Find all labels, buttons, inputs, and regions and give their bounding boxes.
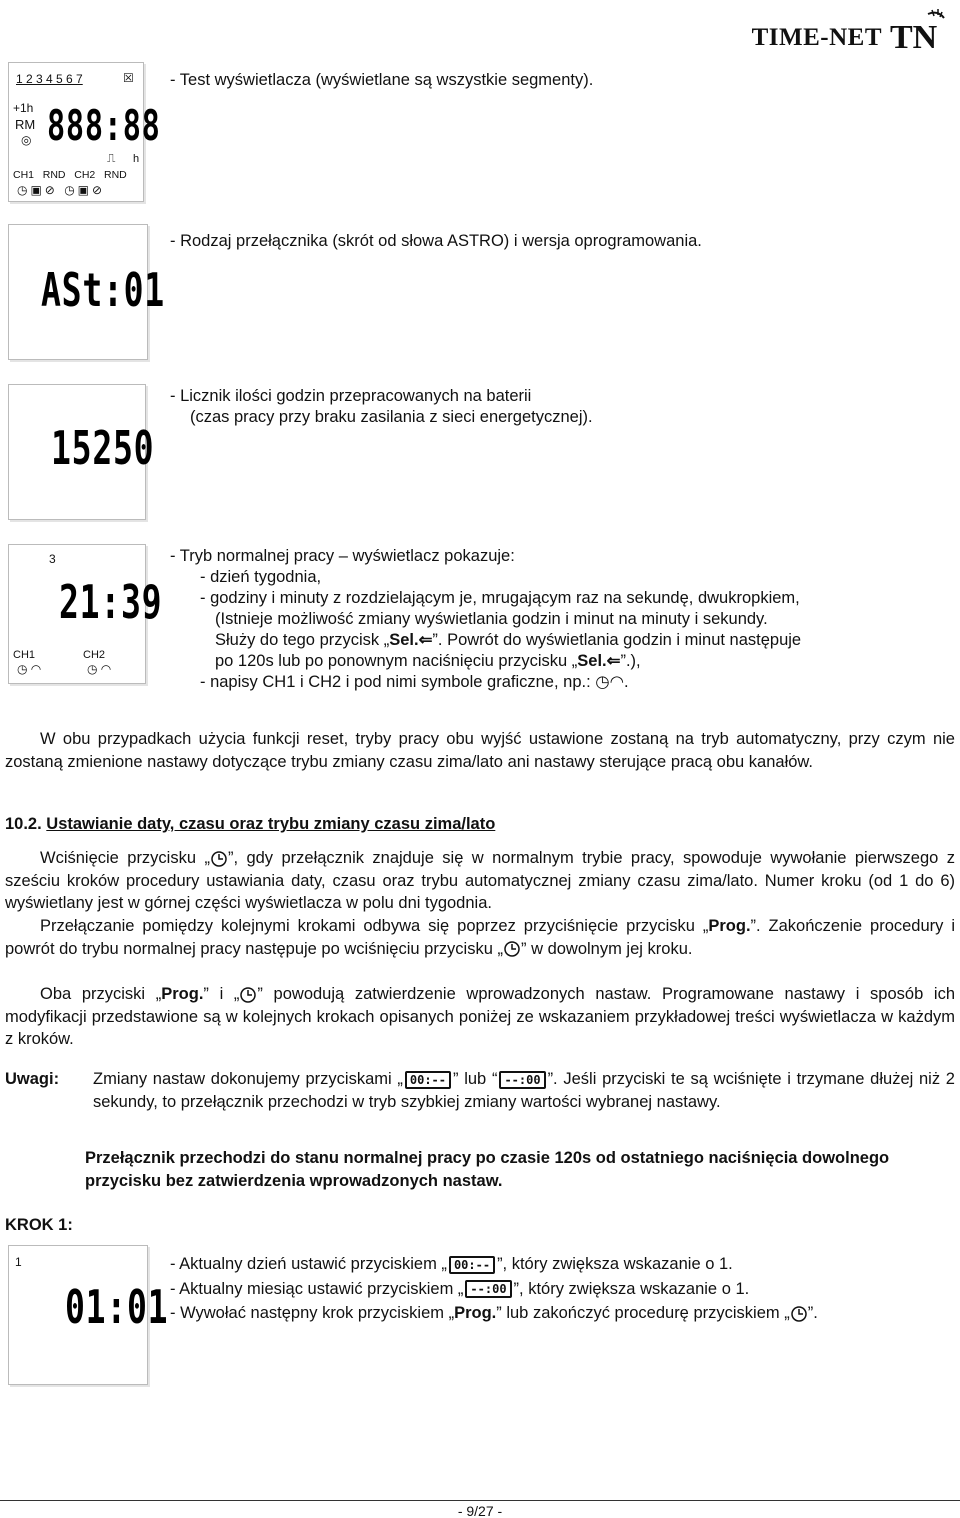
lcd-day: 3 <box>49 552 56 566</box>
step1-instructions: - Aktualny dzień ustawić przyciskiem „ 00:-- ”, który zwiększa wskazanie o 1. - Aktualny miesiąc ustawić przyciskiem „ --:00 ”, który zwiększa wskazanie o 1. - Wywołać następny krok przyciskiem „Prog.” lub zakończyć procedurę przyciskiem „ ”. <box>170 1255 818 1322</box>
step-label: KROK 1: <box>5 1216 73 1234</box>
arrow-left-icon: ⇐ <box>418 631 433 649</box>
section-heading: 10.2. Ustawianie daty, czasu oraz trybu zmiany czasu zima/lato <box>5 815 496 833</box>
minutes-button-icon: --:00 <box>499 1071 545 1089</box>
notes-label: Uwagi: <box>5 1070 60 1088</box>
clock-icon <box>790 1305 808 1323</box>
lcd-plus1h: +1h <box>13 101 34 115</box>
item-display-test: - Test wyświetlacza (wyświetlane są wszystkie segmenty). <box>170 71 594 89</box>
brand-logo <box>752 8 946 52</box>
lcd-display-normal <box>8 544 163 684</box>
reset-paragraph: W obu przypadkach użycia funkcji reset, tryby pracy obu wyjść ustawione zostaną na tryb automatyczny, przy czym nie zostaną zmienione nastawy dotyczące trybu zmiany czasu zima/lato ani nastawy sterujące pracą obu kanałów. <box>5 730 955 771</box>
lcd-digits: 21:39 <box>59 575 163 629</box>
pulse-icon: ⎍ <box>107 151 116 165</box>
prog-button-label: Prog. <box>161 985 204 1003</box>
lcd-digits: 01:01 <box>65 1280 169 1334</box>
sun-moon-icon: ☒ <box>123 71 134 85</box>
notes-bold: Przełącznik przechodzi do stanu normalnej pracy po czasie 120s od ostatniego naciśnięcia dowolnego przycisku bez zatwierdzenia wprowadzonych nastaw. <box>85 1149 890 1190</box>
hours-button-icon: 00:-- <box>405 1071 451 1089</box>
target-icon: ◎ <box>21 133 32 147</box>
clock-moon-icon: ◷ ◠ <box>17 662 42 676</box>
brand-name: TIME-NET <box>751 24 882 51</box>
lcd-ch1: CH1 <box>13 649 36 661</box>
lcd-digits: ASt:01 <box>41 263 165 317</box>
tn-logo-icon <box>888 8 946 52</box>
notes-text: Zmiany nastaw dokonujemy przyciskami „ 00:-- ” lub “ --:00 ”. Jeśli przyciski te są wciśnięte i trzymane dłużej niż 2 sekundy, to przełącznik przechodzi w tryb szybkiej zmiany wartości wybranej nastawy. <box>93 1070 955 1111</box>
item-normal-mode: - Tryb normalnej pracy – wyświetlacz pokazuje: - dzień tygodnia, - godziny i minuty z rozdzielającym je, mrugającym raz na sekundę, dwukropkiem, (Istnieje możliwość zmiany wyświetlania godzin i minut na minuty i sekundy. Służy do tego przycisk „Sel.⇐”. Powrót do wyświetlania godzin i minut następuje po 120s lub po ponownym naciśnięciu przycisku „Sel.⇐”.), - napisy CH1 i CH2 i pod nimi symbole graficzne, np.: ◷◠. <box>170 547 802 691</box>
lcd-days-row: 1 2 3 4 5 6 7 <box>16 72 83 86</box>
footer-divider <box>0 1500 960 1501</box>
lcd-day: 1 <box>15 1255 22 1269</box>
lcd-digits: 888:88 <box>47 101 161 150</box>
lcd-display-hours <box>8 384 155 520</box>
sel-button-label: Sel. <box>389 631 419 649</box>
lcd-display-test <box>8 62 161 202</box>
arrow-left-icon: ⇐ <box>606 652 621 670</box>
sel-button-label: Sel. <box>577 652 607 670</box>
prog-button-label: Prog. <box>708 917 751 935</box>
lcd-digits: 15250 <box>51 421 155 475</box>
channel-symbols-icon: ◷▣⊘ ◷▣⊘ <box>17 183 106 197</box>
minutes-button-icon: --:00 <box>465 1280 511 1298</box>
clock-icon <box>503 940 521 958</box>
procedure-paragraph-1: Wciśnięcie przycisku „ ”, gdy przełącznik znajduje się w normalnym trybie pracy, spowoduje wywołanie pierwszego z sześciu kroków procedury ustawiania daty, czasu oraz trybu automatycznej zmiany czasu zima/lato. Numer kroku (od 1 do 6) wyświetlany jest w górnej części wyświetlacza w polu dni tygodnia. <box>5 849 956 912</box>
svg-text:TN: TN <box>890 19 938 52</box>
item-switch-type: - Rodzaj przełącznika (skrót od słowa ASTRO) i wersja oprogramowania. <box>170 232 702 250</box>
page-number: - 9/27 - <box>457 1503 503 1518</box>
clock-icon <box>210 850 228 868</box>
hours-button-icon: 00:-- <box>449 1256 495 1274</box>
lcd-channels: CH1 RND CH2 RND <box>13 169 127 181</box>
item-battery-hours: - Licznik ilości godzin przepracowanych na baterii (czas pracy przy braku zasilania z sieci energetycznej). <box>170 387 593 426</box>
lcd-display-step1 <box>8 1245 169 1385</box>
procedure-paragraph-3: Oba przyciski „Prog.” i „ ” powodują zatwierdzenie wprowadzonych nastaw. Programowane nastawy i sposób ich modyfikacji przedstawione są w kolejnych krokach opisanych poniżej ze wskazaniem przykładowej treści wyświetlacza w każdym z kroków. <box>5 985 955 1048</box>
prog-button-label: Prog. <box>454 1304 497 1322</box>
lcd-ch2: CH2 <box>83 649 106 661</box>
lcd-rm: RM <box>15 117 36 132</box>
clock-icon <box>239 986 257 1004</box>
lcd-h: h <box>133 153 140 165</box>
clock-moon-icon: ◷◠. <box>595 673 629 691</box>
lcd-display-astro <box>8 224 165 360</box>
clock-moon-icon: ◷ ◠ <box>87 662 112 676</box>
section-title: Ustawianie daty, czasu oraz trybu zmiany czasu zima/lato <box>46 815 496 833</box>
procedure-paragraph-2: Przełączanie pomiędzy kolejnymi krokami odbywa się poprzez przyciśnięcie przycisku „Prog.”. Zakończenie procedury i powrót do trybu normalnej pracy następuje po wciśnięciu przycisku „ ” w dowolnym jej kroku. <box>5 917 955 958</box>
